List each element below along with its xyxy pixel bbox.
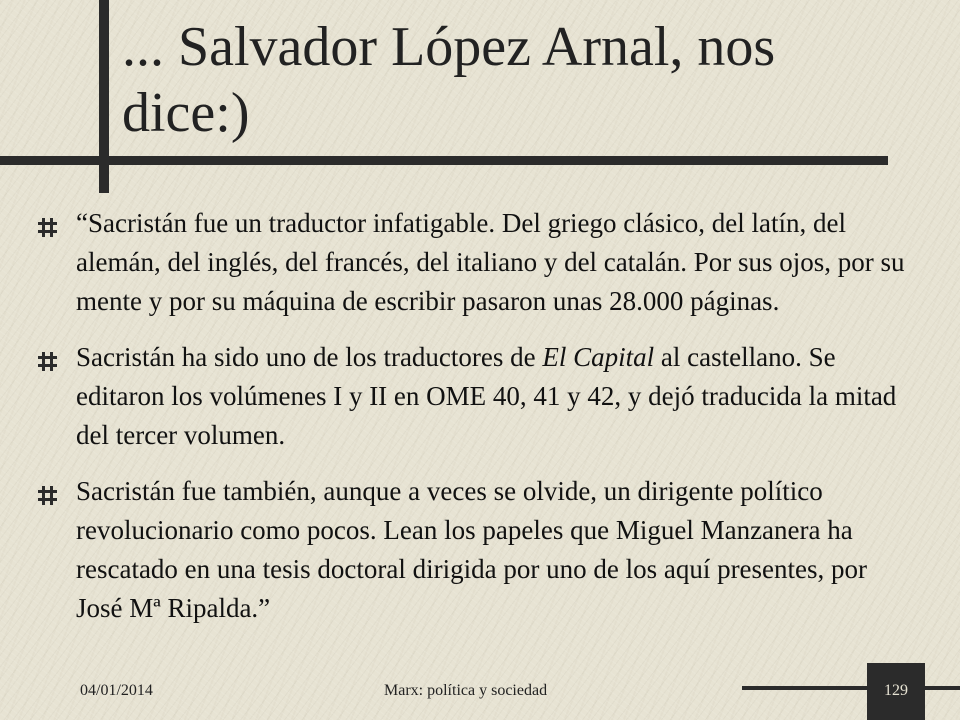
- bullet-text-after: al castellano. Se editaron los volúmenes I y II en OME 40, 41 y 42, y dejó traducida la mitad del tercer volumen.: [76, 342, 897, 450]
- bullet-item: [38, 338, 918, 455]
- bullet-text-before: Sacristán ha sido uno de los traductores de: [76, 342, 543, 372]
- bullet-text: [76, 342, 896, 450]
- page-number: 129: [867, 663, 925, 720]
- bullet-item: [38, 472, 918, 628]
- title-underline-bar: [0, 156, 888, 165]
- bullet-text: Sacristán fue también, aunque a veces se olvide, un dirigente político revolucionario como pocos. Lean los papeles que Miguel Manzanera ha rescatado en una tesis doctoral dirigida por uno de los aquí presentes, por José Mª Ripalda.”: [76, 476, 868, 623]
- bullet-text: “Sacristán fue un traductor infatigable. Del griego clásico, del latín, del alemán, del inglés, del francés, del italiano y del catalán. Por sus ojos, por su mente y por su máquina de escribir pasaron unas 28.000 páginas.: [76, 208, 905, 316]
- hash-bullet-icon: [38, 352, 57, 371]
- hash-bullet-icon: [38, 218, 57, 237]
- book-title-emphasis: El Capital: [542, 342, 655, 372]
- footer-center-text: Marx: política y sociedad: [384, 682, 548, 699]
- hash-bullet-icon: [38, 486, 57, 505]
- footer-line-bar: [742, 686, 960, 690]
- bullet-list: [38, 204, 918, 645]
- bullet-item: [38, 204, 918, 321]
- footer-date: 04/01/2014: [80, 682, 153, 699]
- slide-title: ... Salvador López Arnal, nos dice:): [122, 16, 776, 144]
